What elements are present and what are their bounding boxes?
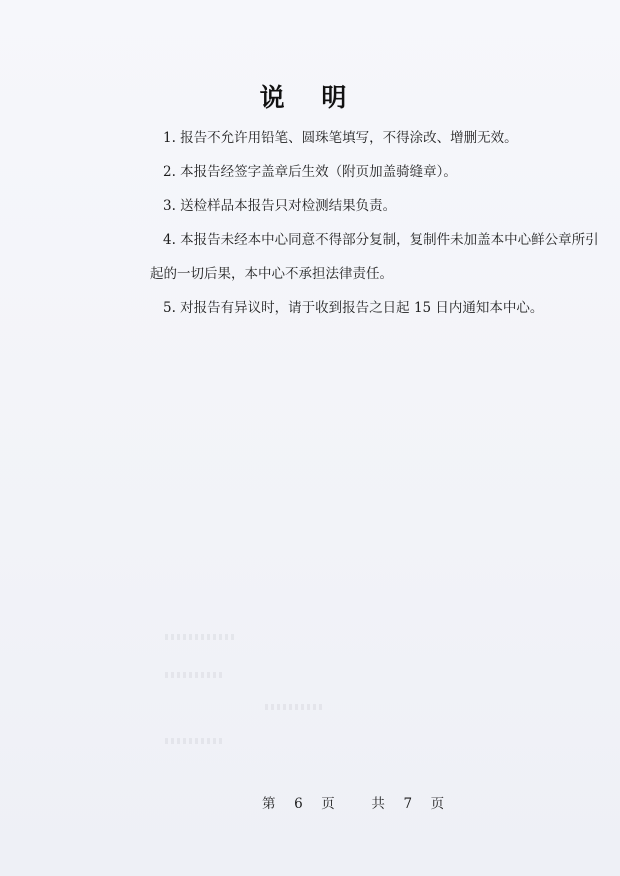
page-footer (262, 792, 444, 812)
show-through-mark (165, 738, 225, 744)
show-through-mark (165, 672, 225, 678)
notes-list (150, 121, 599, 325)
page-title: 说 明 (259, 83, 361, 112)
footer-page-prefix: 第 (262, 796, 276, 812)
footer-page-unit: 页 (321, 796, 335, 812)
footer-total-prefix: 共 (371, 796, 385, 812)
show-through-mark (265, 704, 325, 710)
note-item-1: 1. 报告不允许用铅笔、圆珠笔填写，不得涂改、增删无效。 (163, 130, 518, 146)
show-through-mark (165, 634, 235, 640)
note-item-4: 4. 本报告未经本中心同意不得部分复制，复制件未加盖本中心鲜公章所引 (163, 232, 599, 248)
note-item-3: 3. 送检样品本报告只对检测结果负责。 (163, 198, 397, 214)
note-item-4-continued: 起的一切后果，本中心不承担法律责任。 (150, 266, 393, 282)
note-item-2: 2. 本报告经签字盖章后生效（附页加盖骑缝章）。 (163, 164, 457, 180)
note-item-5: 5. 对报告有异议时，请于收到报告之日起 15 日内通知本中心。 (163, 300, 544, 316)
footer-total-unit: 页 (430, 796, 445, 812)
footer-total-pages: 7 (403, 796, 413, 812)
footer-page-number: 6 (294, 796, 303, 812)
